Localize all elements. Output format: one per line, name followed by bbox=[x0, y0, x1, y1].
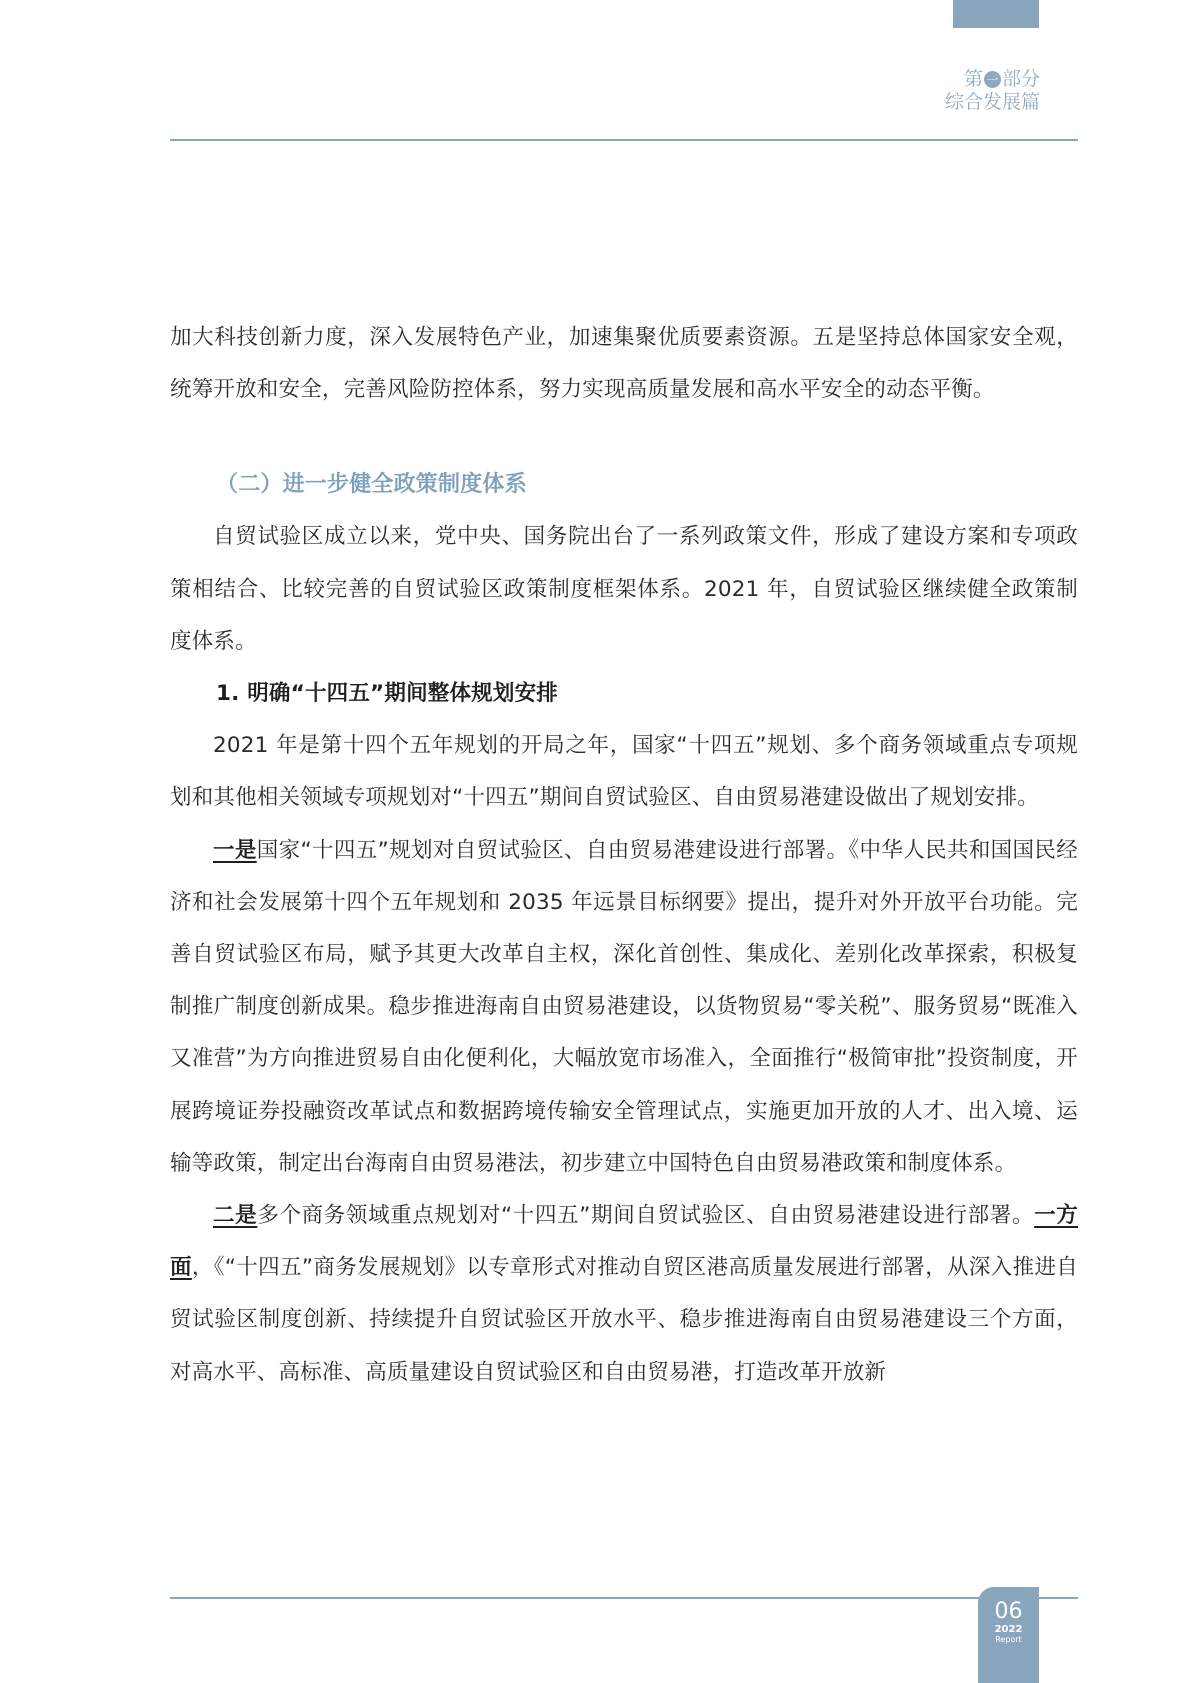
header-tab-decoration bbox=[953, 0, 1039, 28]
paragraph: 2021 年是第十四个五年规划的开局之年，国家“十四五”规划、多个商务领域重点专项规划和其他相关领域专项规划对“十四五”期间自贸试验区、自由贸易港建设做出了规划安排。 bbox=[170, 733, 1078, 811]
report-label: Report bbox=[995, 1635, 1022, 1644]
section-heading: （二）进一步健全政策制度体系 bbox=[216, 472, 527, 498]
page-number-tab bbox=[978, 1587, 1039, 1683]
emphasis-lead: 一方面 bbox=[170, 1203, 1078, 1281]
emphasis-lead: 二是 bbox=[213, 1203, 258, 1229]
footer-divider bbox=[170, 1597, 1078, 1599]
paragraph bbox=[170, 825, 1078, 1190]
part-title bbox=[945, 68, 1040, 91]
paragraph: 自贸试验区成立以来，党中央、国务院出台了一系列政策文件，形成了建设方案和专项政策相结合、比较完善的自贸试验区政策制度框架体系。2021 年，自贸试验区继续健全政策制度体系。 bbox=[170, 524, 1078, 654]
emphasis-lead: 一是 bbox=[213, 837, 257, 863]
paragraph-text: 多个商务领域重点规划对“十四五”期间自贸试验区、自由贸易港建设进行部署。 bbox=[257, 1203, 1035, 1229]
header-divider bbox=[170, 139, 1078, 141]
section-name: 综合发展篇 bbox=[944, 91, 1040, 113]
paragraph bbox=[170, 1190, 1078, 1399]
part-suffix: 部分 bbox=[1001, 68, 1040, 90]
subsection-heading: 1. 明确“十四五”期间整体规划安排 bbox=[216, 681, 558, 707]
paragraph-text: ，《“十四五”商务发展规划》以专章形式对推动自贸区港高质量发展进行部署，从深入推进自贸试验区制度创新、持续提升自贸试验区开放水平、稳步推进海南自由贸易港建设三个方面，对高水平、高标准、高质量建设自贸试验区和自由贸易港，打造改革开放新 bbox=[170, 1255, 1078, 1385]
paragraph-continued: 加大科技创新力度，深入发展特色产业，加速集聚优质要素资源。五是坚持总体国家安全观，统筹开放和安全，完善风险防控体系，努力实现高质量发展和高水平安全的动态平衡。 bbox=[170, 325, 1078, 403]
main-content bbox=[170, 312, 1078, 1399]
part-prefix: 第 bbox=[963, 68, 983, 90]
paragraph-text: 国家“十四五”规划对自贸试验区、自由贸易港建设进行部署。《中华人民共和国国民经济和社会发展第十四个五年规划和 2035 年远景目标纲要》提出，提升对外开放平台功能。完善自贸试验区布局，赋予其更大改革自主权，深化首创性、集成化、差别化改革探索，积极复制推广制度创新成果。稳步推进海南自由贸易港建设，以货物贸易“零关税”、服务贸易“既准入又准营”为方向推进贸易自由化便利化，大幅放宽市场准入，全面推行“极简审批”投资制度，开展跨境证券投融资改革试点和数据跨境传输安全管理试点，实施更加开放的人才、出入境、运输等政策，制定出台海南自由贸易港法，初步建立中国特色自由贸易港政策和制度体系。 bbox=[170, 837, 1078, 1176]
part-label bbox=[945, 68, 1040, 114]
report-year: 2022 bbox=[994, 1624, 1023, 1635]
page-number: 06 bbox=[994, 1599, 1023, 1624]
part-number-badge: 一 bbox=[984, 71, 1001, 88]
